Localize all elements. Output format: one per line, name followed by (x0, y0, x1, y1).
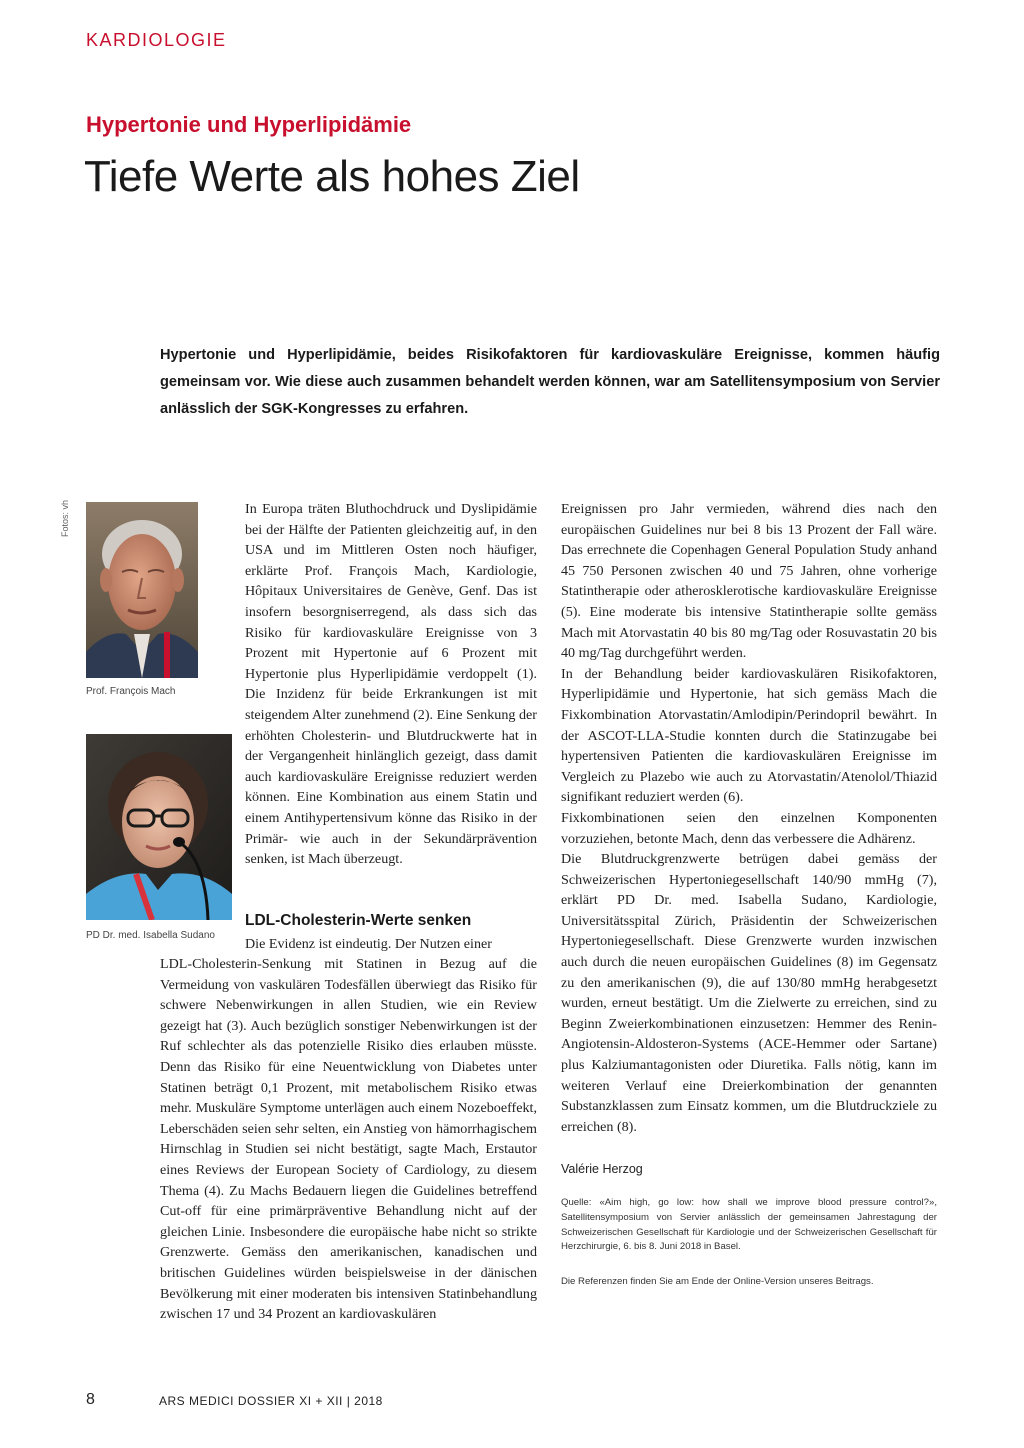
photo-credit-text: Fotos: vh (60, 500, 70, 538)
body-paragraph: Die Evidenz ist eindeutig. Der Nutzen einer (245, 936, 492, 952)
references-note: Die Referenzen finden Sie am Ende der Online-Version unseres Beitrags. (561, 1276, 874, 1287)
caption-mach: Prof. François Mach (86, 686, 176, 697)
body-paragraph: LDL-Cholesterin-Senkung mit Statinen in Bezug auf die Vermeidung von vaskulären Todesfällen überwiegt das Risiko für schwere Nebenwirkungen in allen Studien, wie ein Review gezeigt hat (3). Auch bezüglich sonstiger Nebenwirkungen ist der Ruf schlechter als das potenzielle Risiko dies erlauben müsste. Denn das Risiko für eine Neuentwicklung von Diabetes unter Statinen beträgt 0,1 Prozent, mit metabolischem Risiko etwas mehr. Muskuläre Symptome unterlägen auch einem Nozeboeffekt, Leberschäden seien sehr selten, ein Anstieg von hämorrhagischem Hirnschlag in Studien sei nicht bestätigt, sagte Mach, Erstautor eines Reviews der European Society of Cardiology, zu diesem Thema (4). Zu Machs Bedauern liegen die Guidelines betreffend Cut-off für eine primärpräventive Behandlung nicht auf der gleichen Linie. Insbesondere die europäische habe nicht so strikte Grenzwerte. Gemäss den amerikanischen, kanadischen und britischen Guidelines würden beispielsweise in der dänischen Bevölkerung mit einer moderaten bis intensiven Statinbehandlung zwischen 17 und 34 Prozent an kardiovaskulären (160, 956, 537, 1323)
body-column-1-bottom (160, 954, 537, 1325)
portrait-mach-image (86, 502, 198, 678)
caption-sudano: PD Dr. med. Isabella Sudano (86, 930, 215, 941)
body-column-1-top (245, 499, 537, 870)
body-paragraph: Ereignissen pro Jahr vermieden, während dies nach den europäischen Guidelines nur bei 8 bis 13 Prozent der Fall wäre. Das errechnete die Copenhagen General Population Study anhand 45 750 Personen zwischen 40 und 75 Jahren, ohne vorherige Statintherapie oder atherosklerotische kardiovaskuläre Ereignisse (5). Eine moderate bis intensive Statintherapie sollte gemäss Mach mit Atorvastatin 40 bis 80 mg/Tag oder Rosuvastatin 20 bis 40 mg/Tag durchgeführt werden. (561, 501, 937, 662)
article-kicker: Hypertonie und Hyperlipidämie (86, 112, 412, 137)
footer-publication: ARS MEDICI DOSSIER XI + XII | 2018 (159, 1394, 383, 1408)
body-paragraph: In Europa träten Bluthochdruck und Dyslipidämie bei der Hälfte der Patienten gleichzeitig auf, in den USA und im Mittleren Osten noch häufiger, erklärte Prof. François Mach, Kardiologie, Hôpitaux Universitaires de Genève, Genf. Das ist insofern besorgniserregend, als dass sich das Risiko für kardiovaskuläre Ereignisse von 3 Prozent mit Hypertonie auf 6 Prozent mit Hypertonie plus Hyperlipidämie verdoppelt (1). Die Inzidenz für beide Erkrankungen ist mit steigendem Alter zunehmend (2). Eine Senkung der erhöhten Cholesterin- und Blutdruckwerte hat in der Vergangenheit hinlänglich gezeigt, dass damit auch kardiovaskuläre Ereignisse reduziert werden können. Eine Kombination aus einem Statin und einem Antihypertensivum könne das Risiko in der Primär- wie auch in der Sekundärprävention senken, ist Mach überzeugt. (245, 501, 537, 868)
section-label: KARDIOLOGIE (86, 30, 227, 50)
portrait-sudano-image (86, 734, 232, 920)
article-lead (160, 342, 940, 423)
lead-text: Hypertonie und Hyperlipidämie, beides Risikofaktoren für kardiovaskuläre Ereignisse, kommen häufig gemeinsam vor. Wie diese auch zusammen behandelt werden können, war am Satellitensymposium von Servier anlässlich der SGK-Kongresses zu erfahren. (160, 347, 940, 417)
photo-isabella-sudano (86, 734, 232, 920)
body-column-1-indented (245, 934, 537, 955)
body-paragraph: Die Blutdruckgrenzwerte betrügen dabei gemäss der Schweizerischen Hypertoniegesellschaft 140/90 mmHg (7), erklärt PD Dr. med. Isabella Sudano, Kardiologie, Universitätsspital Zürich, Präsidentin der Schweizerischen Hypertoniegesellschaft. Diese Grenzwerte wurden inzwischen auch durch die neuen europäischen Guidelines (8) im Gegensatz zu den amerikanischen (9), die auf 130/80 mmHg herabgesetzt wurden, erneut bestätigt. Um die Zielwerte zu erreichen, sind zu Beginn Zweierkombinationen einzusetzen: Hemmer des Renin-Angiotensin-Aldosteron-Systems (ACE-Hemmer oder Sartane) plus Kalziumantagonisten oder Diuretika. Falls nötig, kann im weiteren Verlauf eine Dreierkombination der genannten Substanzklassen zum Einsatz kommen, um die Blutdruckziele zu erreichen (8). (561, 851, 937, 1135)
photo-francois-mach (86, 502, 198, 678)
body-paragraph: Fixkombinationen seien den einzelnen Komponenten vorzuziehen, betonte Mach, denn das verbessere die Adhärenz. (561, 809, 937, 847)
article-headline: Tiefe Werte als hohes Ziel (84, 152, 580, 201)
source-note: Quelle: «Aim high, go low: how shall we improve blood pressure control?», Satellitensymposium von Servier anlässlich der gemeinsamen Jahrestagung der Schweizerischen Gesellschaft für Kardiologie und der Schweizerischen Gesellschaft für Herzchirurgie, 6. bis 8. Juni 2018 in Basel. (561, 1197, 937, 1253)
page-number: 8 (86, 1391, 95, 1408)
author-name: Valérie Herzog (561, 1162, 643, 1176)
body-column-2 (561, 499, 937, 1137)
subheading-ldl: LDL-Cholesterin-Werte senken (245, 912, 472, 929)
body-paragraph: In der Behandlung beider kardiovaskulären Risikofaktoren, Hyperlipidämie und Hypertonie, hat sich gemäss Mach die Fixkombination Atorvastatin/Amlodipin/Perindopril bewährt. In der ASCOT-LLA-Studie konnten durch die Statinzugabe bei hypertensiven Patienten die kardiovaskulären Ereignisse im Vergleich zu Plazebo wie auch zu Atorvastatin/Atenolol/Thiazid signifikant reduziert werden (6). (561, 665, 937, 806)
photo-credit (60, 500, 82, 550)
